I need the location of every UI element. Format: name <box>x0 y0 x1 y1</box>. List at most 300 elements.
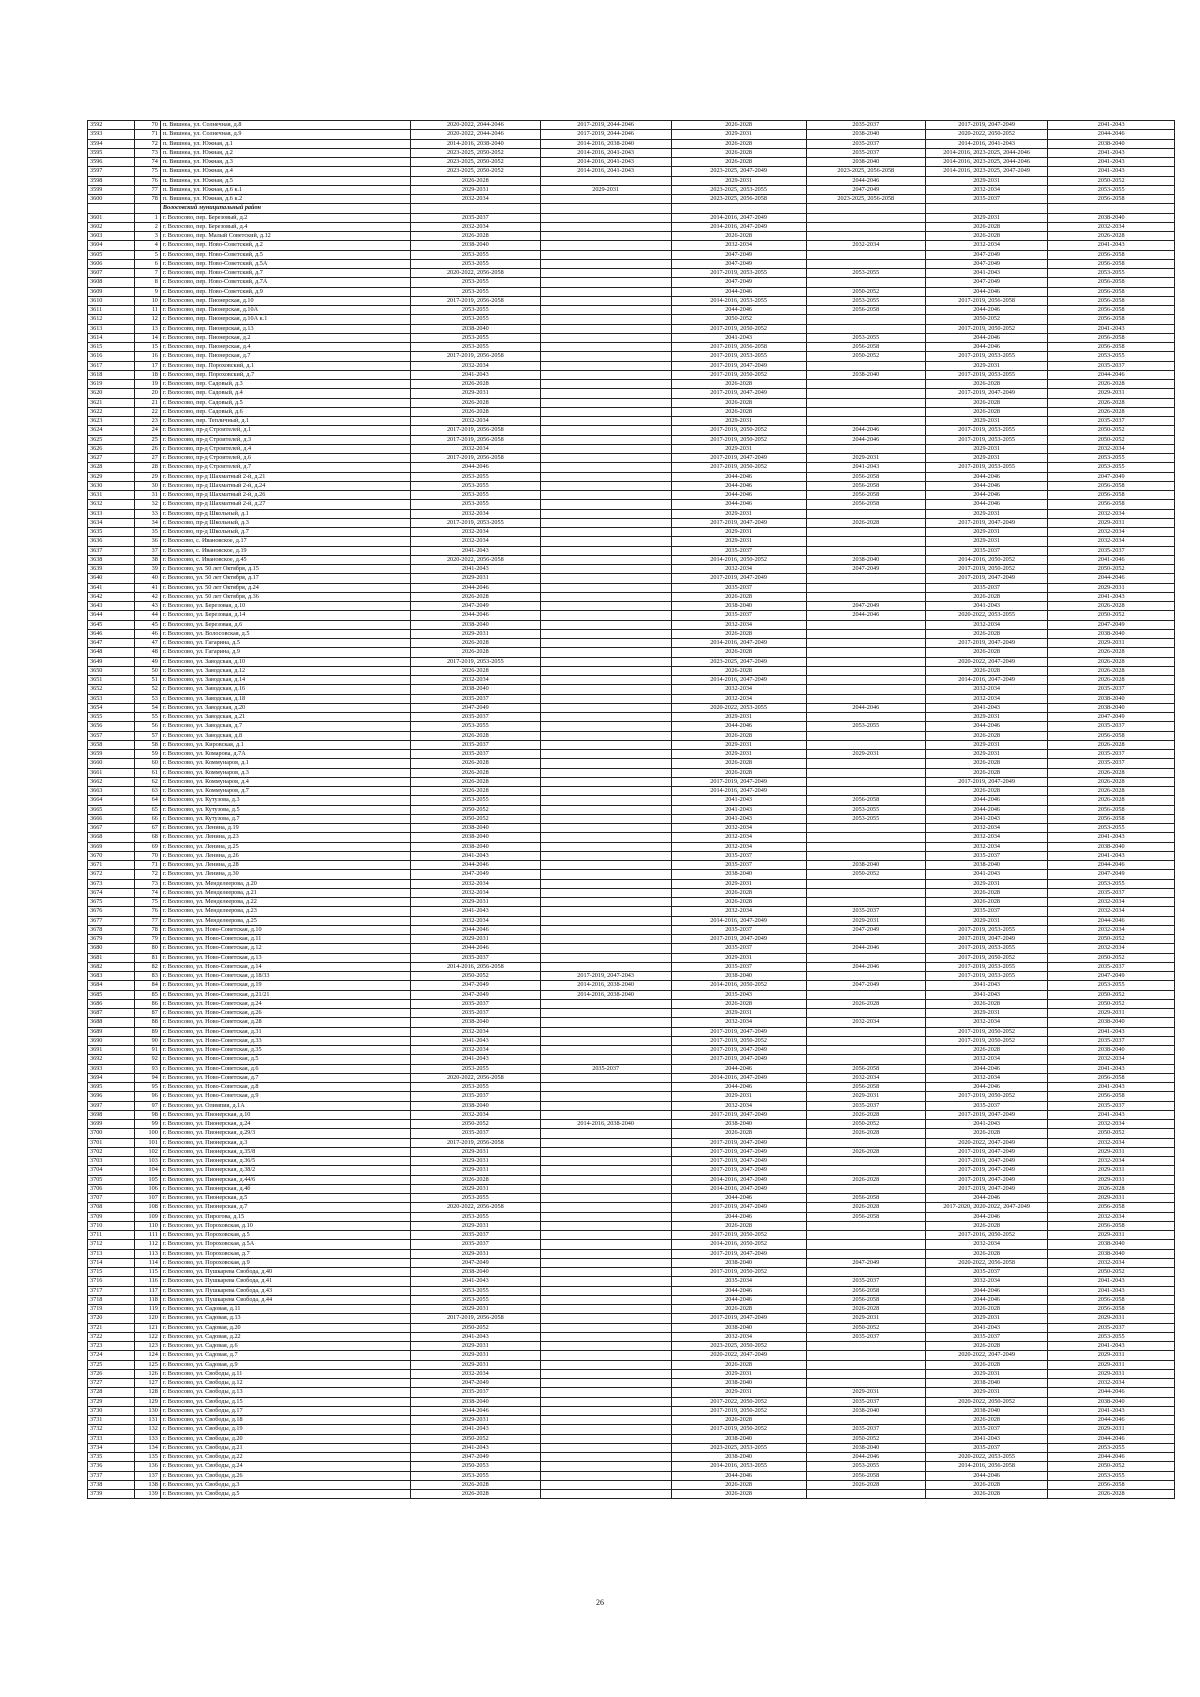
address-cell: г. Волосово, ул. Свободы, д.18 <box>160 1416 410 1425</box>
period-cell: 2047-2049 <box>1048 870 1175 879</box>
period-cell: 2038-2040 <box>671 1379 806 1388</box>
period-cell: 2050-2052 <box>410 814 540 823</box>
row-number-cell: 97 <box>135 1101 160 1110</box>
period-cell: 2035-2037 <box>410 1009 540 1018</box>
period-cell: 2056-2058 <box>1048 343 1175 352</box>
period-cell: 2047-2049 <box>806 1258 925 1267</box>
row-id-cell: 3698 <box>88 1110 135 1119</box>
table-row <box>88 1157 1175 1166</box>
period-cell <box>540 1221 671 1230</box>
period-cell: 2041-2043 <box>925 1120 1047 1129</box>
table-row <box>88 1443 1175 1452</box>
period-cell: 2050-2052 <box>806 1120 925 1129</box>
period-cell: 2029-2031 <box>671 444 806 453</box>
row-id-cell: 3732 <box>88 1425 135 1434</box>
period-cell: 2032-2034 <box>410 1369 540 1378</box>
address-cell: г. Волосово, ул. Свободы, д.26 <box>160 1471 410 1480</box>
period-cell: 2050-2052 <box>1048 999 1175 1008</box>
period-cell: 2026-2028 <box>410 777 540 786</box>
period-cell: 2053-2055 <box>806 805 925 814</box>
period-cell: 2017-2019, 2050-2052 <box>671 1406 806 1415</box>
table-row <box>88 167 1175 176</box>
period-cell <box>540 352 671 361</box>
period-cell: 2029-2031 <box>410 1351 540 1360</box>
row-number-cell: 59 <box>135 750 160 759</box>
row-number-cell: 73 <box>135 879 160 888</box>
period-cell <box>540 1342 671 1351</box>
period-cell <box>540 824 671 833</box>
period-cell: 2026-2028 <box>925 888 1047 897</box>
table-row <box>88 1425 1175 1434</box>
row-id-cell: 3717 <box>88 1286 135 1295</box>
period-cell <box>806 380 925 389</box>
period-cell: 2026-2028 <box>806 1110 925 1119</box>
table-row <box>88 1184 1175 1193</box>
period-cell: 2053-2055 <box>410 1083 540 1092</box>
address-cell: г. Волосово, ул. Садовая, д.22 <box>160 1332 410 1341</box>
table-row <box>88 1434 1175 1443</box>
period-cell: 2044-2046 <box>671 491 806 500</box>
period-cell: 2053-2055 <box>410 722 540 731</box>
row-id-cell: 3654 <box>88 703 135 712</box>
table-row <box>88 1305 1175 1314</box>
period-cell: 2026-2028 <box>806 1305 925 1314</box>
row-number-cell: 120 <box>135 1314 160 1323</box>
period-cell: 2029-2031 <box>410 1305 540 1314</box>
address-cell: г. Волосово, ул. Ново-Советская, д.33 <box>160 1036 410 1045</box>
period-cell <box>540 898 671 907</box>
period-cell: 2053-2055 <box>806 814 925 823</box>
period-cell <box>540 602 671 611</box>
period-cell: 2014-2016, 2047-2049 <box>671 213 806 222</box>
row-id-cell: 3675 <box>88 898 135 907</box>
period-cell: 2050-2052 <box>1048 1129 1175 1138</box>
period-cell: 2041-2043 <box>1048 851 1175 860</box>
period-cell: 2017-2020, 2020-2022, 2047-2049 <box>925 1203 1047 1212</box>
period-cell: 2020-2022, 2044-2046 <box>410 121 540 130</box>
period-cell: 2029-2031 <box>1048 1231 1175 1240</box>
period-cell: 2038-2040 <box>671 1258 806 1267</box>
period-cell: 2044-2046 <box>806 1453 925 1462</box>
period-cell: 2026-2028 <box>671 1360 806 1369</box>
address-cell: г. Волосово, ул. Березовая, д.6 <box>160 620 410 629</box>
row-number-cell: 12 <box>135 315 160 324</box>
period-cell: 2041-2043 <box>410 370 540 379</box>
row-id-cell: 3720 <box>88 1314 135 1323</box>
period-cell: 2035-2037 <box>806 1101 925 1110</box>
period-cell <box>540 1480 671 1489</box>
period-cell: 2017-2019, 2050-2052 <box>671 370 806 379</box>
period-cell: 2041-2043 <box>410 1443 540 1452</box>
period-cell: 2056-2058 <box>1048 306 1175 315</box>
row-number-cell: 27 <box>135 454 160 463</box>
row-number-cell: 19 <box>135 380 160 389</box>
period-cell: 2047-2049 <box>671 278 806 287</box>
row-number-cell: 77 <box>135 185 160 194</box>
address-cell: г. Волосово, ул. Пионерская, д.3 <box>160 1138 410 1147</box>
row-number-cell: 62 <box>135 777 160 786</box>
table-row <box>88 713 1175 722</box>
address-cell: г. Волосово, пер. Пороховский, д.7 <box>160 370 410 379</box>
address-cell: г. Волосово, ул. Садовая, д.13 <box>160 1314 410 1323</box>
row-id-cell: 3631 <box>88 491 135 500</box>
period-cell: 2026-2028 <box>925 648 1047 657</box>
row-id-cell: 3664 <box>88 796 135 805</box>
row-number-cell: 81 <box>135 953 160 962</box>
period-cell: 2029-2031 <box>671 528 806 537</box>
period-cell <box>806 315 925 324</box>
period-cell: 2044-2046 <box>671 722 806 731</box>
period-cell <box>806 444 925 453</box>
period-cell <box>540 1036 671 1045</box>
period-cell: 2056-2058 <box>806 1194 925 1203</box>
row-id-cell: 3705 <box>88 1175 135 1184</box>
period-cell: 2041-2043 <box>671 333 806 342</box>
period-cell: 2038-2040 <box>410 324 540 333</box>
row-id-cell: 3602 <box>88 222 135 231</box>
row-id-cell: 3734 <box>88 1443 135 1452</box>
period-cell: 2038-2040 <box>1048 1240 1175 1249</box>
period-cell: 2041-2043 <box>925 981 1047 990</box>
period-cell: 2053-2055 <box>410 796 540 805</box>
period-cell: 2026-2028 <box>806 1203 925 1212</box>
period-cell: 2026-2028 <box>671 768 806 777</box>
period-cell: 2029-2031 <box>410 629 540 638</box>
table-row <box>88 1110 1175 1119</box>
table-row <box>88 444 1175 453</box>
period-cell: 2014-2016, 2038-2040 <box>540 139 671 148</box>
table-row <box>88 916 1175 925</box>
period-cell: 2041-2043 <box>671 814 806 823</box>
table-row <box>88 824 1175 833</box>
period-cell: 2029-2031 <box>671 879 806 888</box>
table-row <box>88 1231 1175 1240</box>
period-cell: 2053-2055 <box>410 250 540 259</box>
row-number-cell: 18 <box>135 370 160 379</box>
period-cell: 2029-2031 <box>1048 1166 1175 1175</box>
period-cell: 2047-2049 <box>410 870 540 879</box>
address-cell: г. Волосово, ул. Пороховская, д.10 <box>160 1221 410 1230</box>
row-number-cell: 136 <box>135 1462 160 1471</box>
row-number-cell: 129 <box>135 1397 160 1406</box>
row-id-cell: 3673 <box>88 879 135 888</box>
period-cell: 2032-2034 <box>925 685 1047 694</box>
table-row <box>88 722 1175 731</box>
table-row <box>88 1101 1175 1110</box>
period-cell: 2044-2046 <box>671 481 806 490</box>
period-cell <box>540 879 671 888</box>
row-number-cell: 13 <box>135 324 160 333</box>
row-number-cell: 112 <box>135 1240 160 1249</box>
period-cell: 2053-2055 <box>410 500 540 509</box>
period-cell: 2014-2016, 2047-2049 <box>671 787 806 796</box>
row-number-cell: 139 <box>135 1490 160 1499</box>
period-cell: 2020-2022, 2056-2058 <box>410 1073 540 1082</box>
period-cell: 2056-2058 <box>806 343 925 352</box>
period-cell <box>540 250 671 259</box>
period-cell: 2017-2019, 2047-2049 <box>671 1046 806 1055</box>
table-row <box>88 1175 1175 1184</box>
row-id-cell: 3672 <box>88 870 135 879</box>
address-cell: г. Волосово, ул. Заводская, д.8 <box>160 731 410 740</box>
period-cell: 2032-2034 <box>410 1027 540 1036</box>
period-cell: 2041-2043 <box>1048 241 1175 250</box>
period-cell: 2017-2019, 2050-2052 <box>925 1027 1047 1036</box>
period-cell: 2017-2019, 2053-2055 <box>925 435 1047 444</box>
period-cell: 2050-2052 <box>1048 1462 1175 1471</box>
address-cell: г. Волосово, ул. Менделеерова, д.20 <box>160 879 410 888</box>
table-row <box>88 565 1175 574</box>
period-cell: 2017-2019, 2053-2055 <box>671 352 806 361</box>
period-cell: 2035-2037 <box>410 740 540 749</box>
period-cell: 2026-2028 <box>925 768 1047 777</box>
period-cell: 2032-2034 <box>925 1277 1047 1286</box>
table-row <box>88 1147 1175 1156</box>
period-cell <box>540 713 671 722</box>
period-cell: 2017-2019, 2047-2049 <box>925 639 1047 648</box>
table-row <box>88 1064 1175 1073</box>
table-row <box>88 1221 1175 1230</box>
period-cell: 2041-2043 <box>1048 1027 1175 1036</box>
period-cell <box>540 851 671 860</box>
period-cell: 2044-2046 <box>925 1286 1047 1295</box>
address-cell: г. Волосово, пр-д Шахматный 2-й, д.21 <box>160 472 410 481</box>
period-cell: 2017-2019, 2047-2049 <box>671 1138 806 1147</box>
period-cell: 2029-2031 <box>925 509 1047 518</box>
period-cell <box>540 666 671 675</box>
table-row <box>88 1462 1175 1471</box>
row-number-cell: 1 <box>135 213 160 222</box>
address-cell: г. Волосово, пр-д Строителей, д.4 <box>160 444 410 453</box>
row-number-cell: 64 <box>135 796 160 805</box>
address-cell: г. Волосово, пр-д Шахматный 2-й, д.27 <box>160 500 410 509</box>
period-cell: 2029-2031 <box>410 574 540 583</box>
row-number-cell: 117 <box>135 1286 160 1295</box>
table-row <box>88 361 1175 370</box>
address-cell: г. Волосово, ул. Пионерская, д.4б <box>160 1184 410 1193</box>
row-number-cell: 35 <box>135 528 160 537</box>
row-id-cell: 3693 <box>88 1064 135 1073</box>
period-cell: 2026-2028 <box>925 666 1047 675</box>
row-number-cell: 72 <box>135 139 160 148</box>
period-cell: 2017-2016, 2050-2052 <box>925 1231 1047 1240</box>
table-row <box>88 639 1175 648</box>
period-cell: 2035-2037 <box>925 907 1047 916</box>
row-id-cell: 3630 <box>88 481 135 490</box>
period-cell <box>540 287 671 296</box>
period-cell: 2026-2028 <box>1048 407 1175 416</box>
table-row <box>88 583 1175 592</box>
period-cell: 2017-2019, 2056-2058 <box>410 352 540 361</box>
address-cell: г. Волосово, ул. Кировская, д.1 <box>160 740 410 749</box>
table-row <box>88 1194 1175 1203</box>
period-cell: 2053-2055 <box>410 315 540 324</box>
address-cell: г. Волосово, ул. Садовая, д.9 <box>160 1360 410 1369</box>
address-cell: г. Волосово, ул. Свободы, д.5 <box>160 1490 410 1499</box>
table-row <box>88 380 1175 389</box>
period-cell: 2056-2058 <box>1048 195 1175 204</box>
period-cell: 2047-2049 <box>410 990 540 999</box>
period-cell: 2023-2025, 2047-2049 <box>671 657 806 666</box>
period-cell: 2032-2034 <box>1048 1138 1175 1147</box>
table-row <box>88 703 1175 712</box>
table-row <box>88 472 1175 481</box>
period-cell: 2038-2040 <box>410 620 540 629</box>
period-cell: 2035-2037 <box>410 1240 540 1249</box>
period-cell: 2026-2028 <box>925 592 1047 601</box>
row-id-cell: 3601 <box>88 213 135 222</box>
period-cell: 2029-2031 <box>925 1388 1047 1397</box>
period-cell <box>540 389 671 398</box>
period-cell: 2035-2037 <box>925 546 1047 555</box>
period-cell: 2032-2034 <box>410 444 540 453</box>
address-cell: г. Волосово, ул. Ново-Советская, д.14 <box>160 962 410 971</box>
period-cell: 2026-2028 <box>671 888 806 897</box>
period-cell <box>540 639 671 648</box>
table-row <box>88 814 1175 823</box>
period-cell <box>540 361 671 370</box>
row-id-cell: 3659 <box>88 750 135 759</box>
period-cell: 2041-2043 <box>410 546 540 555</box>
period-cell: 2035-2037 <box>410 694 540 703</box>
period-cell <box>540 241 671 250</box>
period-cell: 2017-2019, 2047-2049 <box>671 1147 806 1156</box>
period-cell: 2050-2052 <box>806 870 925 879</box>
table-row <box>88 999 1175 1008</box>
row-number-cell: 111 <box>135 1231 160 1240</box>
period-cell: 2032-2034 <box>925 1018 1047 1027</box>
row-id-cell: 3697 <box>88 1101 135 1110</box>
period-cell: 2029-2031 <box>671 509 806 518</box>
row-id-cell: 3690 <box>88 1036 135 1045</box>
period-cell: 2026-2028 <box>671 592 806 601</box>
period-cell <box>806 833 925 842</box>
table-row <box>88 241 1175 250</box>
period-cell: 2032-2034 <box>1048 907 1175 916</box>
period-cell <box>540 1055 671 1064</box>
period-cell: 2056-2058 <box>1048 1305 1175 1314</box>
row-id-cell: 3611 <box>88 306 135 315</box>
row-id-cell: 3632 <box>88 500 135 509</box>
period-cell: 2050-2052 <box>1048 611 1175 620</box>
schedule-table-body <box>88 121 1175 1499</box>
schedule-table <box>87 120 1175 1499</box>
period-cell: 2017-2019, 2056-2058 <box>925 296 1047 305</box>
period-cell: 2044-2046 <box>925 805 1047 814</box>
row-id-cell: 3684 <box>88 981 135 990</box>
period-cell: 2020-2022, 2053-2055 <box>925 611 1047 620</box>
period-cell: 2053-2055 <box>1048 269 1175 278</box>
address-cell: п. Вишнеа, ул. Южная, д.4 <box>160 167 410 176</box>
row-number-cell: 48 <box>135 648 160 657</box>
period-cell: 2026-2028 <box>806 518 925 527</box>
period-cell: 2035-2037 <box>410 713 540 722</box>
period-cell: 2041-2043 <box>925 1434 1047 1443</box>
period-cell: 2053-2055 <box>1048 1471 1175 1480</box>
address-cell: г. Волосово, пр-д Строителей, д.6 <box>160 454 410 463</box>
period-cell <box>410 204 540 213</box>
table-row <box>88 768 1175 777</box>
period-cell <box>540 916 671 925</box>
row-number-cell: 104 <box>135 1166 160 1175</box>
period-cell: 2017-2019, 2047-2049 <box>925 1147 1047 1156</box>
period-cell <box>540 944 671 953</box>
period-cell: 2038-2040 <box>806 370 925 379</box>
period-cell: 2041-2043 <box>1048 1064 1175 1073</box>
period-cell: 2029-2031 <box>925 750 1047 759</box>
period-cell <box>540 435 671 444</box>
period-cell: 2050-2052 <box>925 315 1047 324</box>
period-cell: 2029-2031 <box>806 454 925 463</box>
period-cell: 2050-2052 <box>1048 935 1175 944</box>
period-cell: 2053-2055 <box>410 472 540 481</box>
period-cell: 2056-2058 <box>1048 287 1175 296</box>
period-cell: 2035-2037 <box>410 213 540 222</box>
address-cell: г. Волосово, ул. Заводская, д.20 <box>160 703 410 712</box>
address-cell: г. Волосово, с. Ивановское, д.17 <box>160 537 410 546</box>
row-number-cell: 39 <box>135 565 160 574</box>
period-cell <box>540 306 671 315</box>
period-cell: 2038-2040 <box>806 1443 925 1452</box>
row-id-cell: 3700 <box>88 1129 135 1138</box>
address-cell: п. Вишнеа, ул. Южная, д.3 <box>160 158 410 167</box>
period-cell: 2032-2034 <box>1048 944 1175 953</box>
period-cell: 2056-2058 <box>1048 1092 1175 1101</box>
period-cell: 2017-2019, 2050-2052 <box>671 1036 806 1045</box>
period-cell: 2047-2049 <box>806 602 925 611</box>
row-number-cell: 76 <box>135 176 160 185</box>
period-cell <box>540 583 671 592</box>
row-number-cell: 45 <box>135 620 160 629</box>
table-row <box>88 176 1175 185</box>
period-cell <box>540 648 671 657</box>
row-number-cell: 33 <box>135 509 160 518</box>
row-id-cell: 3668 <box>88 833 135 842</box>
period-cell: 2056-2058 <box>1048 1480 1175 1489</box>
period-cell: 2032-2034 <box>671 842 806 851</box>
row-number-cell: 108 <box>135 1203 160 1212</box>
row-id-cell: 3685 <box>88 990 135 999</box>
period-cell: 2047-2049 <box>671 259 806 268</box>
table-row <box>88 546 1175 555</box>
period-cell <box>540 953 671 962</box>
period-cell: 2056-2058 <box>1048 731 1175 740</box>
period-cell: 2014-2016, 2053-2055 <box>671 1462 806 1471</box>
address-cell: г. Волосово, ул. Свободы, д.13 <box>160 1388 410 1397</box>
period-cell: 2032-2034 <box>925 241 1047 250</box>
period-cell <box>806 537 925 546</box>
period-cell: 2029-2031 <box>410 1157 540 1166</box>
period-cell: 2014-2016, 2038-2040 <box>540 981 671 990</box>
period-cell: 2020-2022, 2044-2046 <box>410 130 540 139</box>
period-cell: 2026-2028 <box>671 1129 806 1138</box>
period-cell: 2038-2040 <box>410 842 540 851</box>
period-cell: 2035-2037 <box>410 1388 540 1397</box>
period-cell: 2026-2028 <box>1048 380 1175 389</box>
period-cell: 2023-2025, 2050-2052 <box>410 158 540 167</box>
period-cell: 2026-2028 <box>410 768 540 777</box>
table-row <box>88 315 1175 324</box>
period-cell <box>540 1018 671 1027</box>
period-cell <box>540 1073 671 1082</box>
table-row <box>88 1166 1175 1175</box>
period-cell <box>806 528 925 537</box>
period-cell: 2026-2028 <box>1048 648 1175 657</box>
period-cell: 2020-2022, 2047-2049 <box>671 1351 806 1360</box>
address-cell: г. Волосово, пр-д Школьный, д.3 <box>160 518 410 527</box>
period-cell: 2044-2046 <box>410 583 540 592</box>
period-cell: 2038-2040 <box>1048 1046 1175 1055</box>
